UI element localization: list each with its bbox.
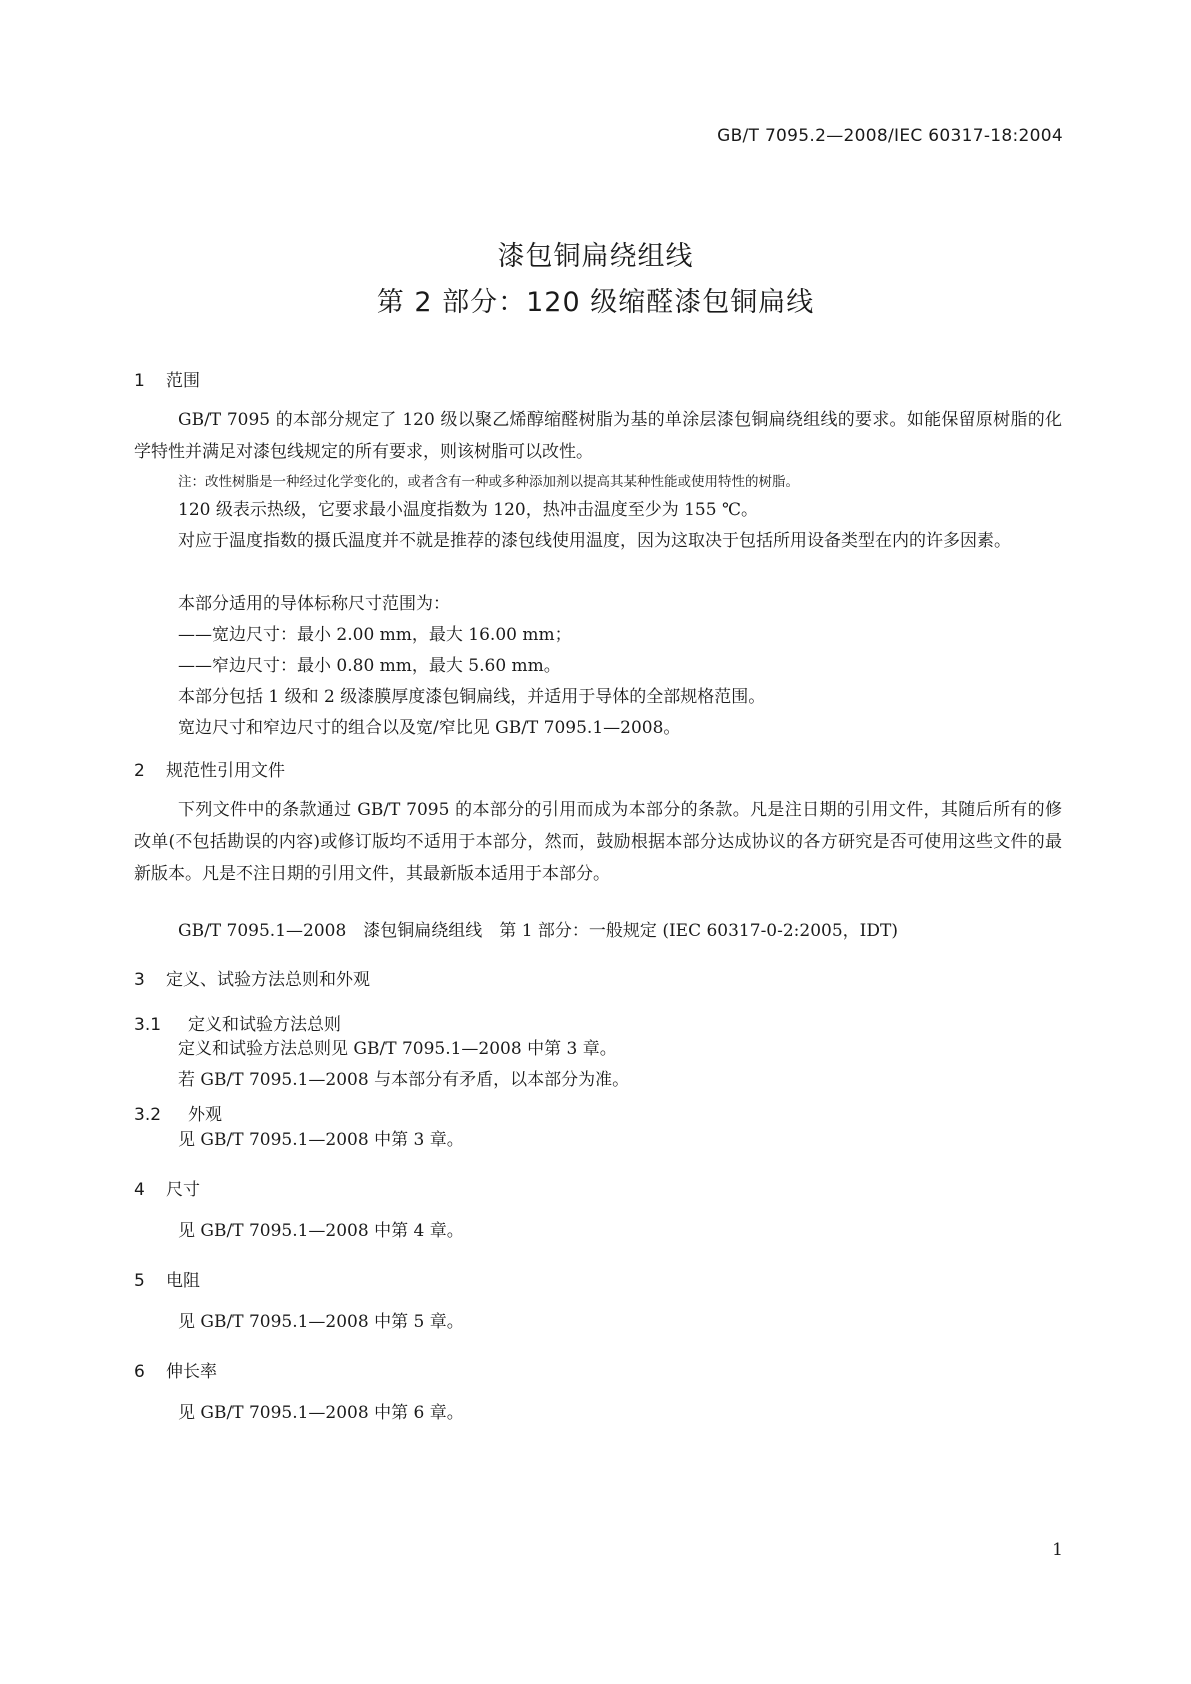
- section-title: 规范性引用文件: [166, 761, 285, 781]
- section-3-heading: [134, 965, 370, 990]
- section-3-1-paragraph-2: 若 GB/T 7095.1—2008 与本部分有矛盾，以本部分为准。: [178, 1070, 630, 1090]
- section-1-paragraph-4: 本部分适用的导体标称尺寸范围为：: [178, 594, 450, 614]
- section-5-paragraph-1: 见 GB/T 7095.1—2008 中第 5 章。: [178, 1312, 464, 1332]
- section-4-paragraph-1: 见 GB/T 7095.1—2008 中第 4 章。: [178, 1221, 464, 1241]
- section-1-paragraph-3: 对应于温度指数的摄氏温度并不就是推荐的漆包线使用温度，因为这取决于包括所用设备类型在内的许多因素。: [178, 531, 1011, 551]
- section-1-heading: [134, 366, 200, 391]
- section-3-2-heading: [134, 1100, 222, 1125]
- section-title: 尺寸: [166, 1180, 200, 1200]
- section-3-1-paragraph-1: 定义和试验方法总则见 GB/T 7095.1—2008 中第 3 章。: [178, 1039, 617, 1059]
- document-title: 漆包铜扁绕组线: [497, 241, 694, 272]
- section-1-list-item-2: ——窄边尺寸：最小 0.80 mm，最大 5.60 mm。: [178, 656, 561, 676]
- section-number: 3: [134, 970, 145, 990]
- section-title: 电阻: [166, 1271, 200, 1291]
- section-number: 2: [134, 761, 145, 781]
- section-6-paragraph-1: 见 GB/T 7095.1—2008 中第 6 章。: [178, 1403, 464, 1423]
- section-5-heading: [134, 1266, 200, 1291]
- section-number: 5: [134, 1271, 145, 1291]
- section-title: 外观: [188, 1105, 222, 1125]
- section-title: 伸长率: [166, 1362, 217, 1382]
- section-1-paragraph-2: 120 级表示热级，它要求最小温度指数为 120，热冲击温度至少为 155 ℃。: [178, 500, 758, 520]
- section-3-1-heading: [134, 1010, 341, 1035]
- section-number: 4: [134, 1180, 145, 1200]
- section-1-list-item-1: ——宽边尺寸：最小 2.00 mm，最大 16.00 mm；: [178, 625, 572, 645]
- page-number: 1: [1052, 1540, 1063, 1560]
- standard-code: GB/T 7095.2—2008/IEC 60317-18:2004: [717, 126, 1063, 146]
- section-1-paragraph-1: GB/T 7095 的本部分规定了 120 级以聚乙烯醇缩醛树脂为基的单涂层漆包铜扁绕组线的要求。如能保留原树脂的化学特性并满足对漆包线规定的所有要求，则该树脂可以改性。: [134, 410, 1062, 462]
- section-1-paragraph-6: 宽边尺寸和窄边尺寸的组合以及宽/窄比见 GB/T 7095.1—2008。: [178, 718, 681, 738]
- section-3-2-paragraph-1: 见 GB/T 7095.1—2008 中第 3 章。: [178, 1130, 464, 1150]
- section-6-heading: [134, 1357, 217, 1382]
- section-1-note: 注：改性树脂是一种经过化学变化的，或者含有一种或多种添加剂以提高其某种性能或使用特性的树脂。: [178, 474, 799, 490]
- section-2-reference: GB/T 7095.1—2008 漆包铜扁绕组线 第 1 部分：一般规定 (IEC 60317-0-2:2005，IDT): [178, 921, 898, 941]
- section-4-heading: [134, 1175, 200, 1200]
- section-1-paragraph-5: 本部分包括 1 级和 2 级漆膜厚度漆包铜扁线，并适用于导体的全部规格范围。: [178, 687, 766, 707]
- section-title: 定义、试验方法总则和外观: [166, 970, 370, 990]
- section-2-paragraph-1: 下列文件中的条款通过 GB/T 7095 的本部分的引用而成为本部分的条款。凡是注日期的引用文件，其随后所有的修改单(不包括勘误的内容)或修订版均不适用于本部分，然而，鼓励根据本部分达成协议的各方研究是否可使用这些文件的最新版本。凡是不注日期的引用文件，其最新版本适用于本部分。: [134, 800, 1062, 884]
- section-number: 6: [134, 1362, 145, 1382]
- section-number: 3.2: [134, 1105, 162, 1125]
- section-number: 1: [134, 371, 145, 391]
- document-subtitle: 第 2 部分：120 级缩醛漆包铜扁线: [376, 287, 815, 318]
- section-title: 范围: [166, 371, 200, 391]
- section-title: 定义和试验方法总则: [188, 1015, 341, 1035]
- section-2-heading: [134, 756, 285, 781]
- section-number: 3.1: [134, 1015, 162, 1035]
